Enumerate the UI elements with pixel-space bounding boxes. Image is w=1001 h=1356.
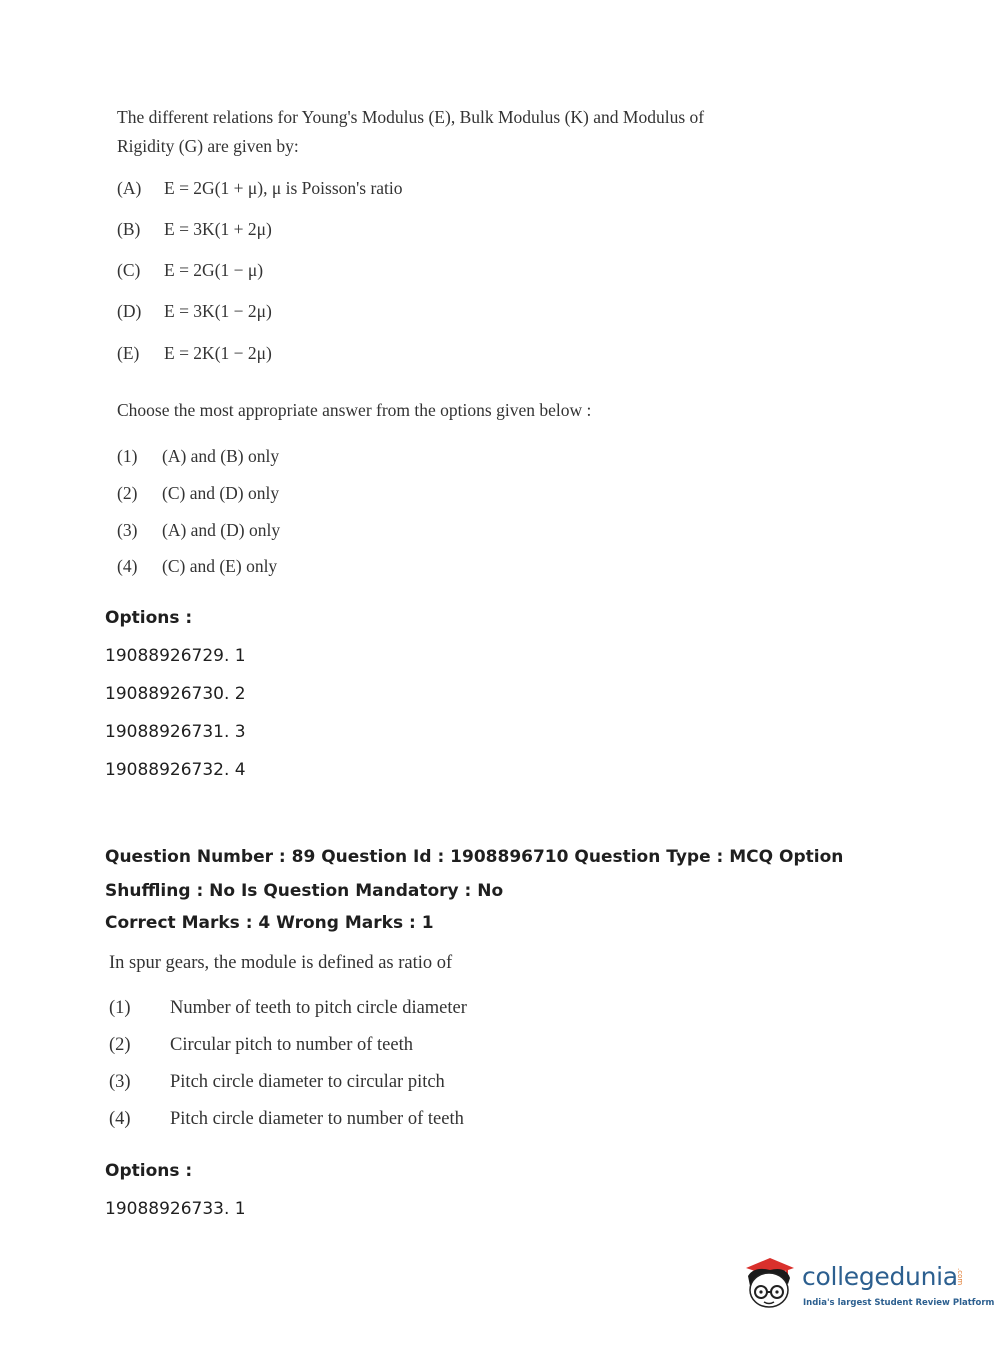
choice-2 bbox=[117, 483, 279, 504]
choose-instruction: Choose the most appropriate answer from the options given below : bbox=[117, 400, 592, 420]
relation-formula: E = 2G(1 − μ) bbox=[164, 260, 264, 280]
relation-label: (D) bbox=[117, 301, 142, 321]
q2-choice-2 bbox=[109, 1035, 413, 1056]
collegedunia-logo[interactable] bbox=[740, 1250, 995, 1320]
relation-c bbox=[117, 260, 263, 284]
choice-text: (C) and (E) only bbox=[162, 556, 278, 576]
relation-e bbox=[117, 343, 272, 367]
relation-label: (E) bbox=[117, 343, 140, 363]
relation-formula: E = 3K(1 + 2μ) bbox=[164, 219, 272, 239]
relation-formula: E = 2K(1 − 2μ) bbox=[164, 343, 272, 363]
choice-text: Number of teeth to pitch circle diameter bbox=[170, 998, 467, 1018]
logo-tagline: India's largest Student Review Platform bbox=[803, 1298, 995, 1308]
options-heading: Options : bbox=[105, 1161, 193, 1181]
logo-domain: .com bbox=[956, 1268, 964, 1286]
question-2-stem: In spur gears, the module is defined as ratio of bbox=[109, 953, 453, 973]
question-2-meta: Question Number : 89 Question Id : 1908896710 Question Type : MCQ Option Shuffling : No Is Question Mandatory : No bbox=[105, 847, 844, 901]
option-id: 19088926731. 3 bbox=[105, 722, 246, 742]
q2-choice-4 bbox=[109, 1109, 464, 1130]
option-id: 19088926733. 1 bbox=[105, 1199, 246, 1219]
choice-number: (2) bbox=[109, 1035, 131, 1055]
choice-number: (3) bbox=[117, 520, 138, 540]
relation-d bbox=[117, 301, 272, 325]
choice-number: (1) bbox=[109, 998, 131, 1018]
question-2-marks: Correct Marks : 4 Wrong Marks : 1 bbox=[105, 913, 434, 933]
choice-number: (1) bbox=[117, 446, 138, 466]
question-1-intro: The different relations for Young's Modulus (E), Bulk Modulus (K) and Modulus of Rigidity (G) are given by: bbox=[117, 107, 705, 156]
choice-3 bbox=[117, 520, 280, 541]
option-id: 19088926729. 1 bbox=[105, 646, 246, 666]
logo-wordmark: collegedunia bbox=[802, 1262, 958, 1291]
choice-number: (4) bbox=[117, 556, 138, 576]
option-id: 19088926732. 4 bbox=[105, 760, 246, 780]
relation-a bbox=[117, 178, 403, 202]
choice-text: Circular pitch to number of teeth bbox=[170, 1035, 413, 1055]
choice-text: Pitch circle diameter to number of teeth bbox=[170, 1109, 464, 1129]
relation-label: (B) bbox=[117, 219, 141, 239]
choice-number: (3) bbox=[109, 1072, 131, 1092]
choice-number: (2) bbox=[117, 483, 138, 503]
choice-number: (4) bbox=[109, 1109, 131, 1129]
relation-label: (C) bbox=[117, 260, 141, 280]
mascot-icon bbox=[740, 1250, 798, 1312]
options-heading: Options : bbox=[105, 608, 193, 628]
relation-formula: E = 3K(1 − 2μ) bbox=[164, 301, 272, 321]
choice-text: (C) and (D) only bbox=[162, 483, 280, 503]
choice-text: (A) and (D) only bbox=[162, 520, 281, 540]
option-id: 19088926730. 2 bbox=[105, 684, 246, 704]
relation-label: (A) bbox=[117, 178, 142, 198]
q2-choice-3 bbox=[109, 1072, 445, 1093]
relation-formula: E = 2G(1 + μ), μ is Poisson's ratio bbox=[164, 178, 403, 198]
relation-b bbox=[117, 219, 272, 243]
q2-choice-1 bbox=[109, 998, 467, 1019]
choice-1 bbox=[117, 446, 279, 467]
choice-text: (A) and (B) only bbox=[162, 446, 280, 466]
choice-4 bbox=[117, 556, 277, 577]
choice-text: Pitch circle diameter to circular pitch bbox=[170, 1072, 445, 1092]
